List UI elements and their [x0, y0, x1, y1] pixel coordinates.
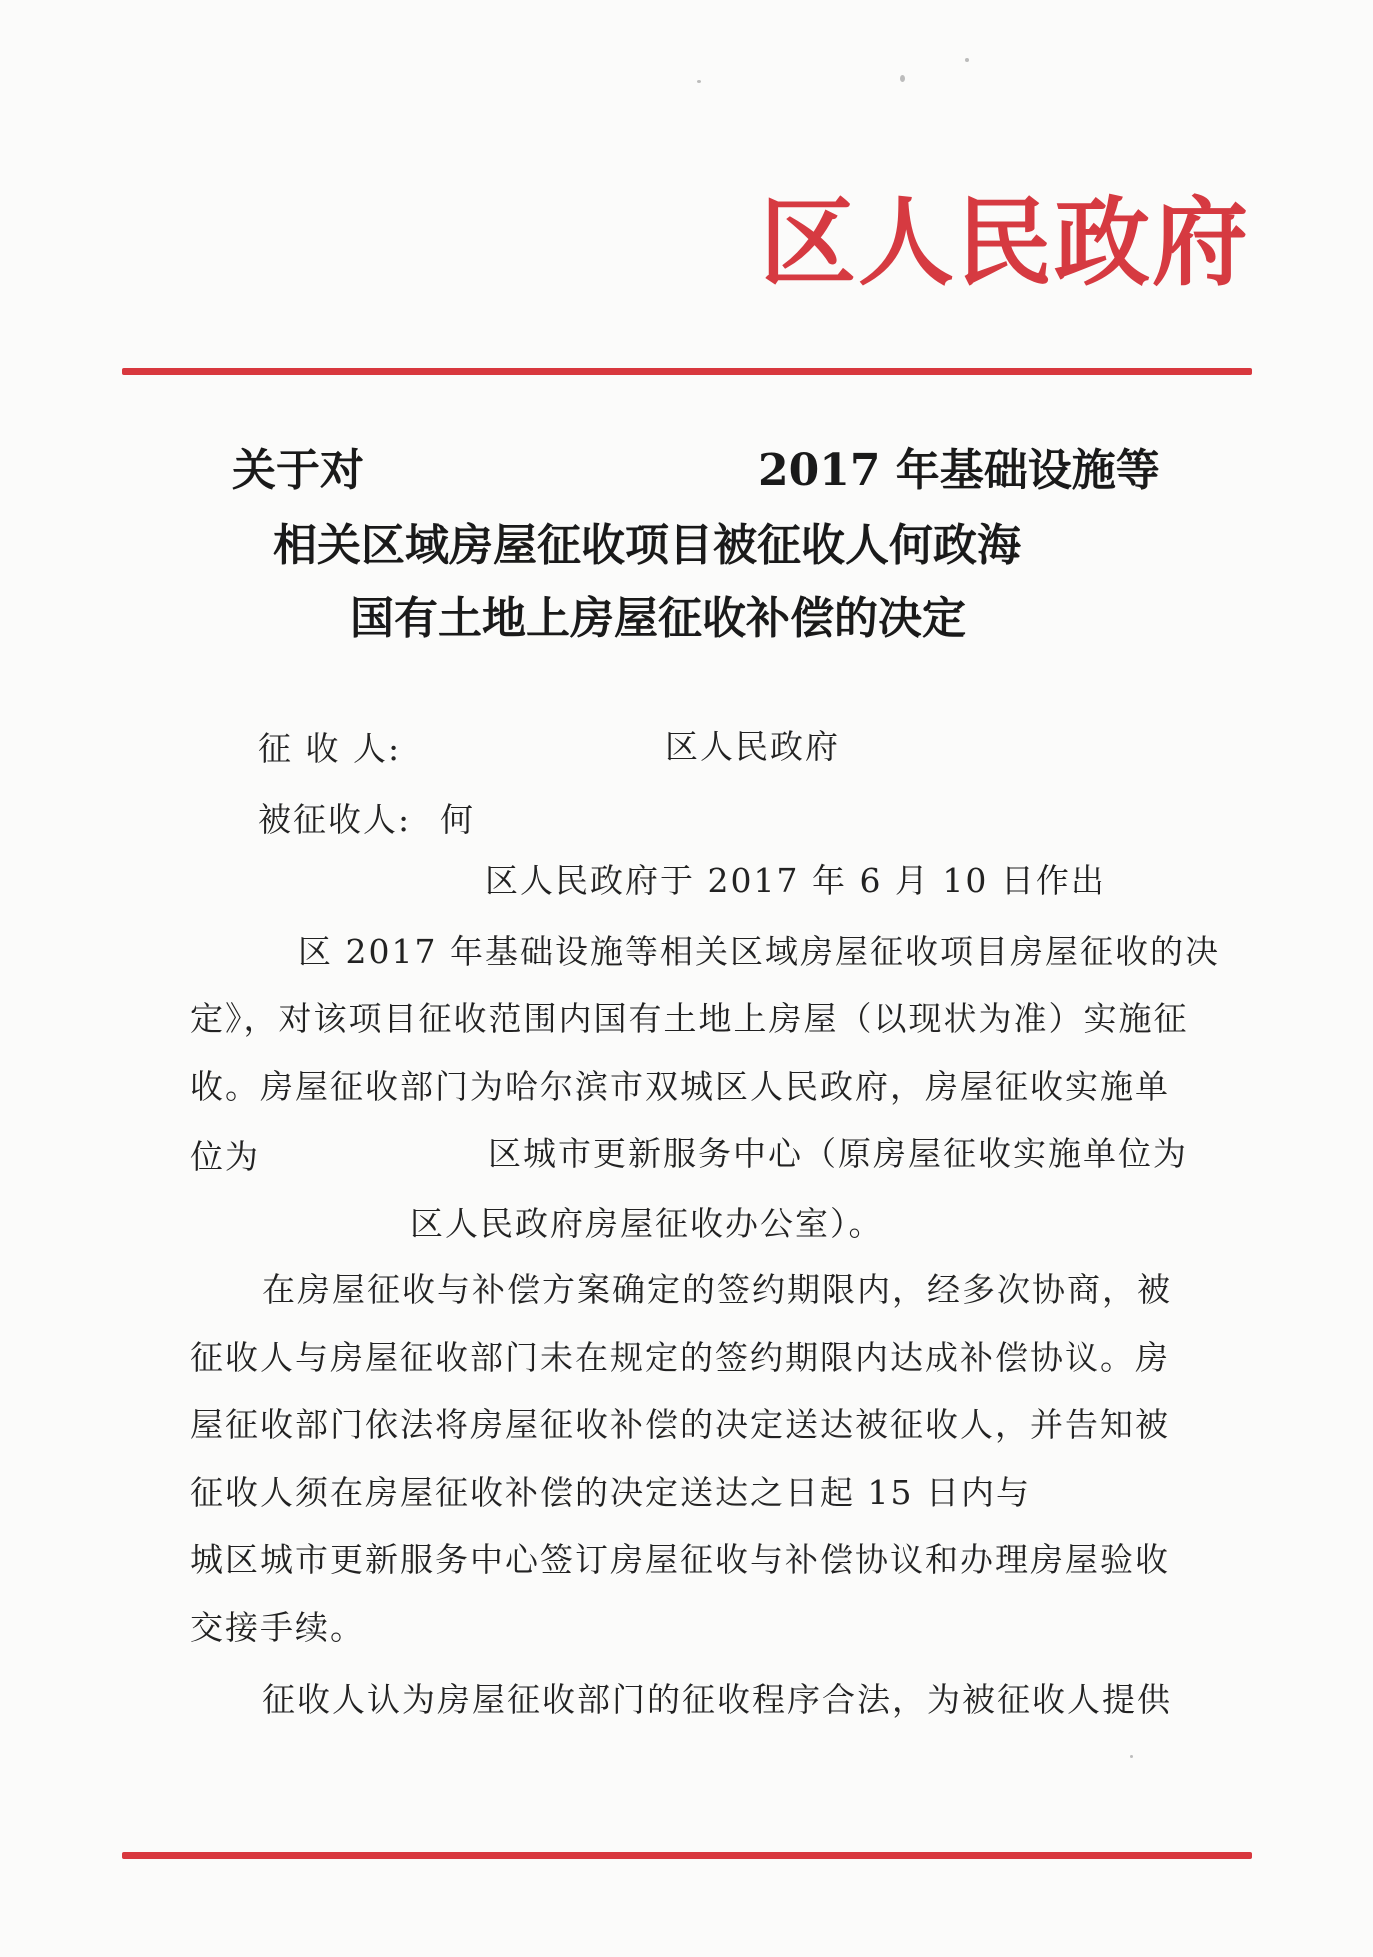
collector-value: 区人民政府 [665, 727, 840, 766]
body-line: 征收人与房屋征收部门未在规定的签约期限内达成补偿协议。房 [190, 1338, 1170, 1377]
title-line2: 相关区域房屋征收项目被征收人何政海 [273, 520, 1021, 571]
scan-speck [900, 75, 905, 82]
body-line: 区 2017 年基础设施等相关区域房屋征收项目房屋征收的决 [298, 932, 1220, 971]
body-line: 征收人须在房屋征收补偿的决定送达之日起 15 日内与 [190, 1473, 1031, 1512]
body-line: 征收人认为房屋征收部门的征收程序合法，为被征收人提供 [262, 1680, 1172, 1719]
collector-label: 征 收 人: [258, 729, 402, 768]
title-line1-prefix: 关于对 [232, 445, 364, 496]
body-line: 定》，对该项目征收范围内国有土地上房屋（以现状为准）实施征 [190, 999, 1189, 1038]
body-line: 在房屋征收与补偿方案确定的签约期限内，经多次协商，被 [262, 1270, 1172, 1309]
body-line: 区人民政府于 2017 年 6 月 10 日作出 [485, 861, 1106, 900]
issuing-authority-header: 区人民政府 [760, 186, 1250, 299]
body-line: 区人民政府房屋征收办公室）。 [410, 1204, 884, 1243]
title-line1-suffix: 2017 年基础设施等 [758, 445, 1160, 496]
collectee-label: 被征收人: [258, 800, 412, 839]
header-red-rule [122, 368, 1252, 375]
body-line: 收。房屋征收部门为哈尔滨市双城区人民政府，房屋征收实施单 [190, 1067, 1170, 1106]
body-line: 区城市更新服务中心（原房屋征收实施单位为 [488, 1134, 1188, 1173]
body-line: 城区城市更新服务中心签订房屋征收与补偿协议和办理房屋验收 [190, 1540, 1170, 1579]
body-line: 位为 [190, 1137, 260, 1176]
body-line: 交接手续。 [190, 1608, 365, 1647]
title-line3: 国有土地上房屋征收补偿的决定 [350, 593, 966, 644]
scan-speck [697, 80, 701, 83]
body-line: 屋征收部门依法将房屋征收补偿的决定送达被征收人，并告知被 [190, 1405, 1170, 1444]
scan-speck [1130, 1755, 1133, 1758]
collectee-value: 何 [440, 800, 475, 839]
footer-red-rule [122, 1852, 1252, 1859]
scan-speck [965, 58, 969, 62]
